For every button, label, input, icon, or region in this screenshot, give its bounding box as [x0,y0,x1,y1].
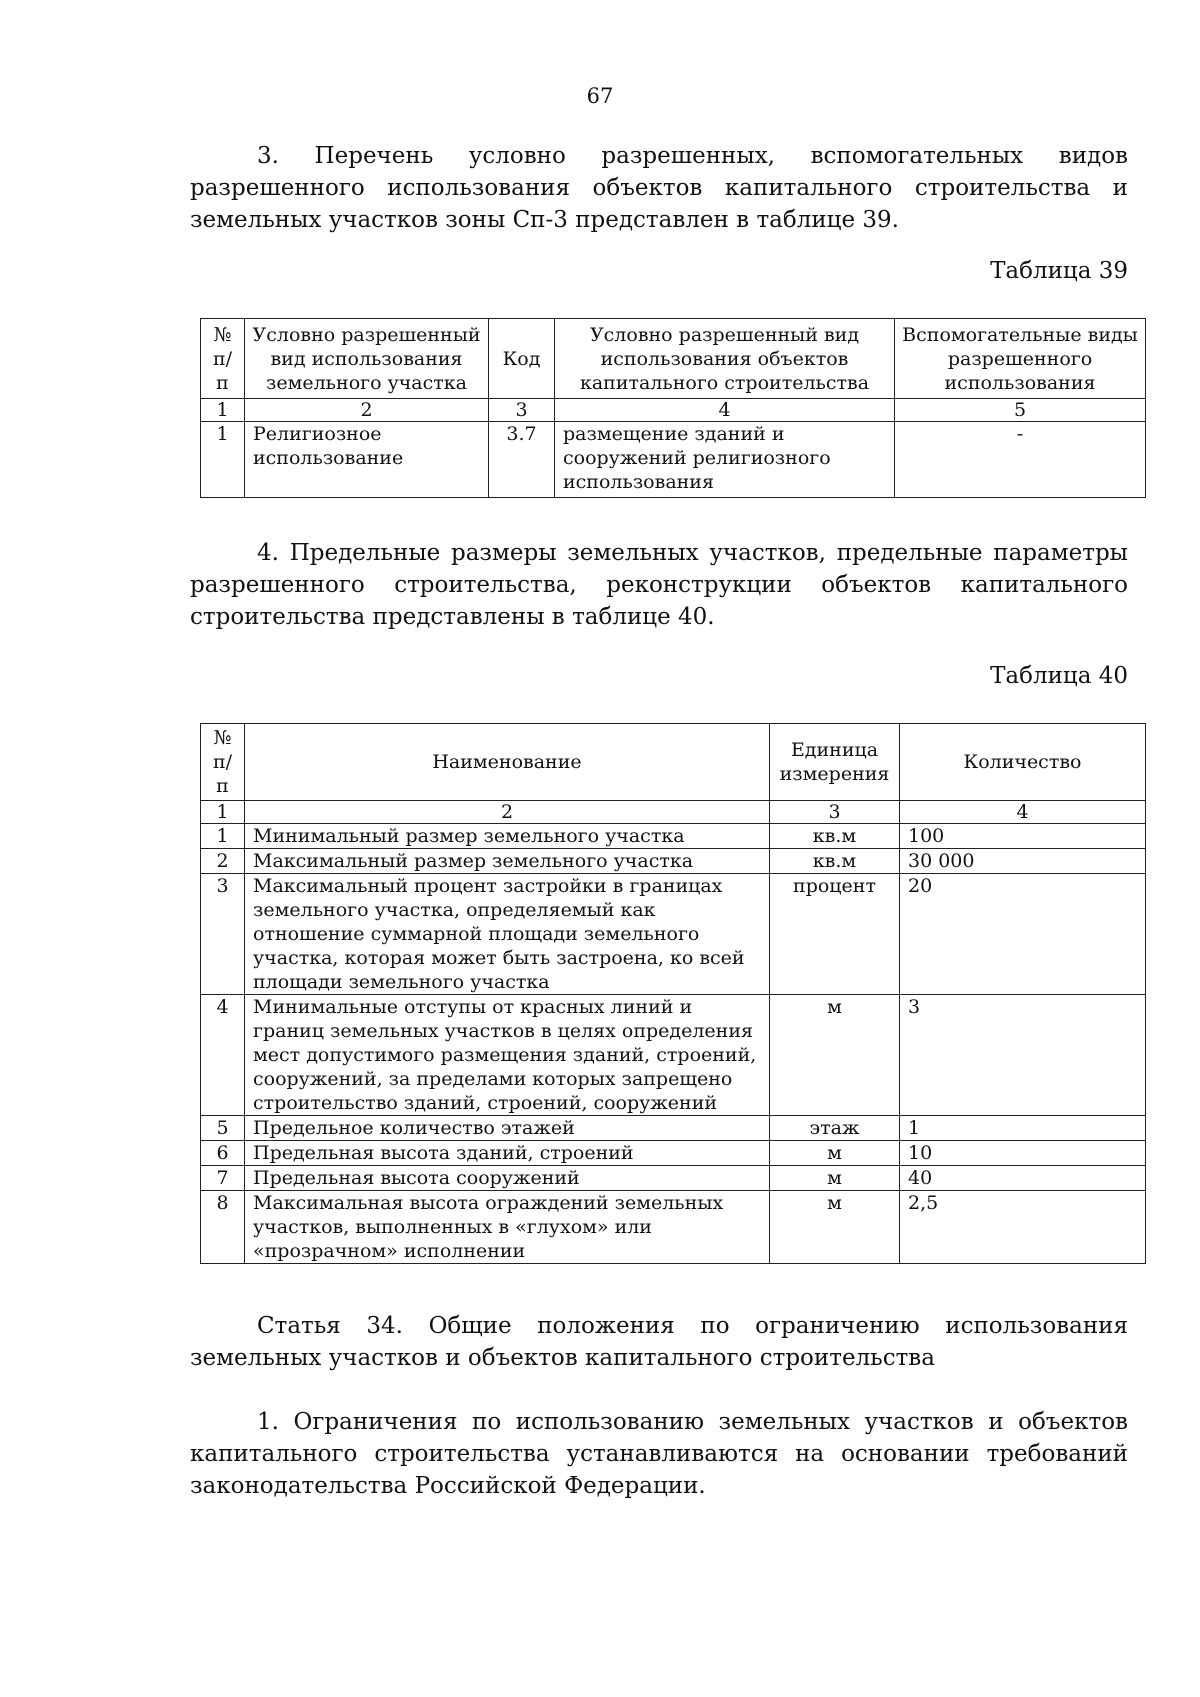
name-cell: Минимальные отступы от красных линий и границ земельных участков в целях определения мест допустимого размещения зданий, строений, сооружений, за пределами которых запрещено строительство зданий, строений, сооружений [245,995,770,1116]
table-40-column-number-row [201,801,1146,824]
quantity-cell: 3 [900,995,1146,1116]
table-39-header-cell: № п/п [201,319,245,399]
quantity-cell: 40 [900,1166,1146,1191]
table-40-caption: Таблица 40 [990,663,1128,689]
quantity-cell: 30 000 [900,849,1146,874]
name-cell: Предельная высота сооружений [245,1166,770,1191]
row-number-cell: 2 [201,849,245,874]
auxiliary-use-cell: - [895,422,1146,498]
column-number-cell: 4 [555,399,895,422]
table-39-header-cell: Условно разрешенный вид использования земельного участка [245,319,489,399]
unit-cell: м [770,1166,900,1191]
quantity-cell: 2,5 [900,1191,1146,1264]
unit-cell: процент [770,874,900,995]
quantity-cell: 20 [900,874,1146,995]
row-number-cell: 1 [201,824,245,849]
table-40-header-cell: Количество [900,724,1146,801]
land-use-cell: Религиозное использование [245,422,489,498]
row-number-cell: 3 [201,874,245,995]
column-number-cell: 2 [245,399,489,422]
unit-cell: этаж [770,1116,900,1141]
row-number-cell: 8 [201,1191,245,1264]
column-number-cell: 5 [895,399,1146,422]
row-number-cell: 4 [201,995,245,1116]
column-number-cell: 1 [201,399,245,422]
construction-use-cell: размещение зданий и сооружений религиозного использования [555,422,895,498]
quantity-cell: 1 [900,1116,1146,1141]
table-40 [200,723,1146,1264]
column-number-cell: 3 [770,801,900,824]
table-39-header-cell: Код [489,319,555,399]
name-cell: Предельное количество этажей [245,1116,770,1141]
column-number-cell: 4 [900,801,1146,824]
table-39-header-row [201,319,1146,399]
name-cell: Максимальная высота ограждений земельных участков, выполненных в «глухом» или «прозрачном» исполнении [245,1191,770,1264]
code-cell: 3.7 [489,422,555,498]
quantity-cell: 100 [900,824,1146,849]
table-40-header-cell: Единица измерения [770,724,900,801]
table-39 [200,318,1146,498]
row-number-cell: 5 [201,1116,245,1141]
table-40-header-cell: Наименование [245,724,770,801]
table-39-caption: Таблица 39 [990,258,1128,284]
column-number-cell: 2 [245,801,770,824]
unit-cell: кв.м [770,824,900,849]
row-number-cell: 6 [201,1141,245,1166]
unit-cell: кв.м [770,849,900,874]
table-40-header-cell: № п/п [201,724,245,801]
table-row [201,1191,1146,1264]
table-39-header-cell: Вспомогательные виды разрешенного использования [895,319,1146,399]
row-number-cell: 7 [201,1166,245,1191]
paragraph-3: 3. Перечень условно разрешенных, вспомогательных видов разрешенного использования объектов капитального строительства и земельных участков зоны Сп-3 представлен в таблице 39. [190,143,1128,233]
name-cell: Максимальный процент застройки в границах земельного участка, определяемый как отношение суммарной площади земельного участка, которая может быть застроена, ко всей площади земельного участка [245,874,770,995]
column-number-cell: 1 [201,801,245,824]
paragraph-4: 4. Предельные размеры земельных участков, предельные параметры разрешенного строительства, реконструкции объектов капитального строительства представлены в таблице 40. [190,540,1128,630]
table-39-column-number-row [201,399,1146,422]
column-number-cell: 3 [489,399,555,422]
table-40-header-row [201,724,1146,801]
unit-cell: м [770,995,900,1116]
table-39-header-cell: Условно разрешенный вид использования объектов капитального строительства [555,319,895,399]
name-cell: Максимальный размер земельного участка [245,849,770,874]
unit-cell: м [770,1191,900,1264]
table-row [201,874,1146,995]
article-34-paragraph-1: 1. Ограничения по использованию земельных участков и объектов капитального строительства устанавливаются на основании требований законодательства Российской Федерации. [190,1409,1128,1499]
table-row [201,849,1146,874]
article-34-title: Статья 34. Общие положения по ограничению использования земельных участков и объектов капитального строительства [190,1313,1128,1371]
page-number: 67 [586,84,614,108]
table-row [201,824,1146,849]
table-row [201,1141,1146,1166]
name-cell: Минимальный размер земельного участка [245,824,770,849]
quantity-cell: 10 [900,1141,1146,1166]
table-row [201,995,1146,1116]
table-row [201,422,1146,498]
table-row [201,1116,1146,1141]
row-number-cell: 1 [201,422,245,498]
table-row [201,1166,1146,1191]
name-cell: Предельная высота зданий, строений [245,1141,770,1166]
unit-cell: м [770,1141,900,1166]
